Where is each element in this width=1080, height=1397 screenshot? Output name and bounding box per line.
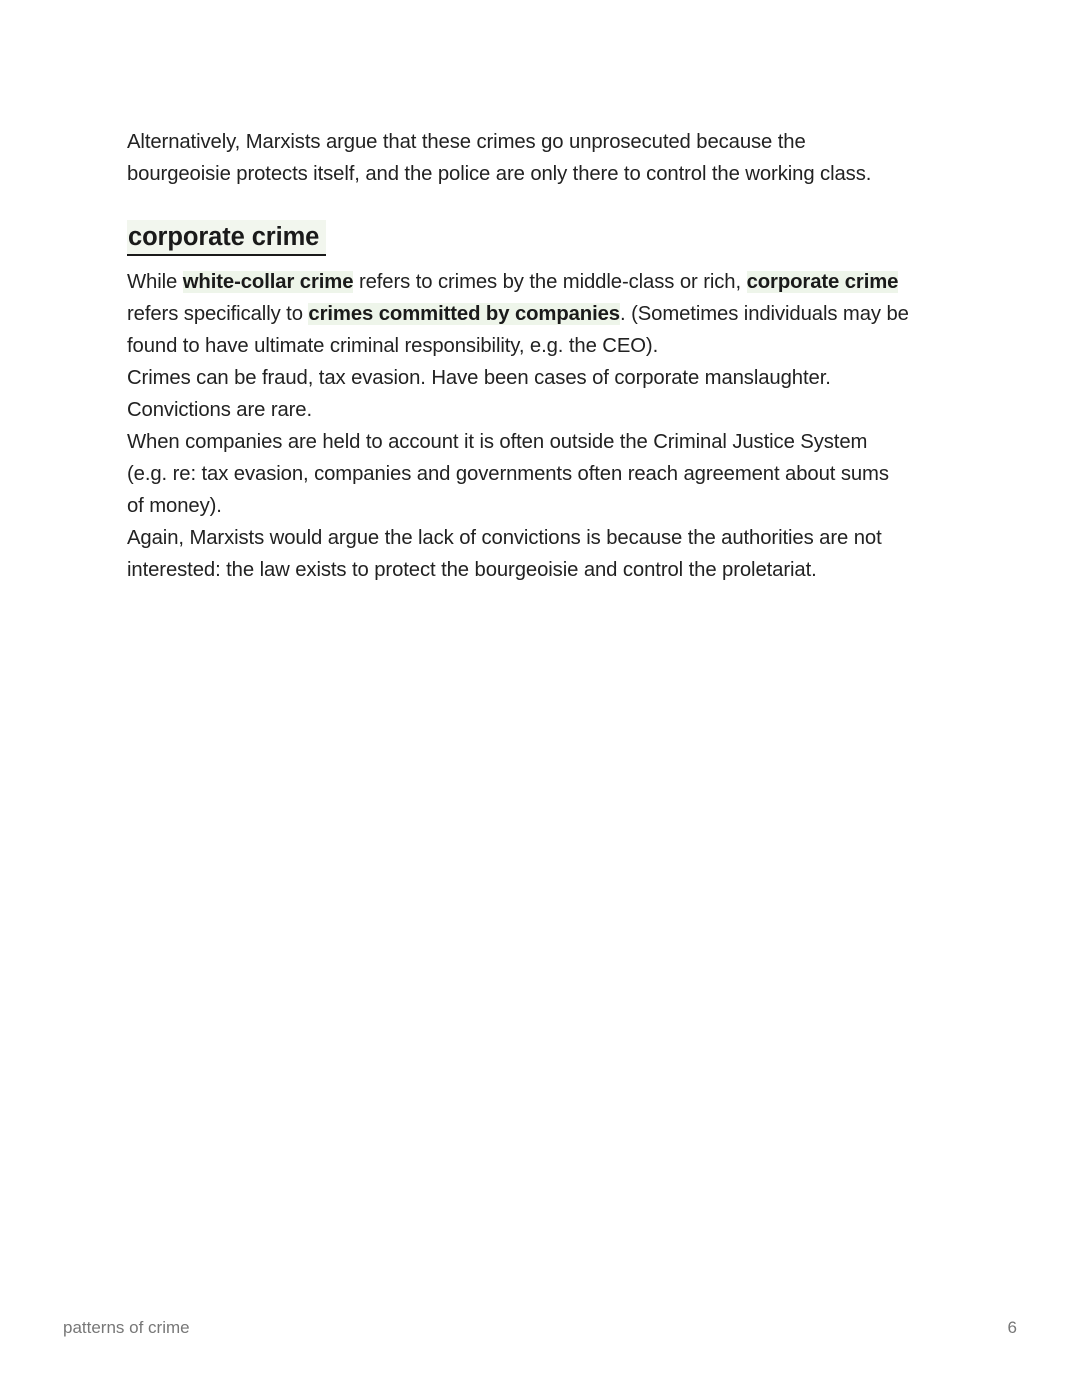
accountability-line-3: of money). [127, 495, 222, 517]
intro-line-1: Alternatively, Marxists argue that these crimes go unprosecuted because the [127, 131, 806, 153]
section-heading: corporate crime [127, 220, 326, 256]
definition-paragraph [127, 266, 967, 362]
examples-paragraph [127, 362, 967, 426]
highlight-white-collar-crime: white-collar crime [182, 271, 354, 293]
examples-line-2: Convictions are rare. [127, 399, 313, 421]
intro-line-2: bourgeoisie protects itself, and the police are only there to control the working class. [127, 163, 872, 185]
accountability-paragraph [127, 426, 967, 522]
accountability-line-2: (e.g. re: tax evasion, companies and governments often reach agreement about sums [127, 463, 889, 485]
text-segment: found to have ultimate criminal responsibility, e.g. the CEO). [127, 335, 659, 357]
highlight-crimes-by-companies: crimes committed by companies [308, 303, 620, 325]
highlight-corporate-crime: corporate crime [746, 271, 899, 293]
footer-document-title: patterns of crime [63, 1318, 190, 1337]
accountability-line-1: When companies are held to account it is often outside the Criminal Justice System [127, 431, 868, 453]
marxist-line-2: interested: the law exists to protect the bourgeoisie and control the proletariat. [127, 559, 817, 581]
text-segment: . (Sometimes individuals may be [620, 303, 909, 325]
text-segment: While [127, 271, 183, 293]
text-segment: refers specifically to [127, 303, 309, 325]
examples-line-1: Crimes can be fraud, tax evasion. Have been cases of corporate manslaughter. [127, 367, 831, 389]
footer-page-number: 6 [1007, 1318, 1017, 1337]
page-content [127, 126, 967, 586]
intro-paragraph [127, 126, 967, 190]
marxist-paragraph [127, 522, 967, 586]
text-segment: refers to crimes by the middle-class or rich, [353, 271, 747, 293]
marxist-line-1: Again, Marxists would argue the lack of convictions is because the authorities are not [127, 527, 882, 549]
